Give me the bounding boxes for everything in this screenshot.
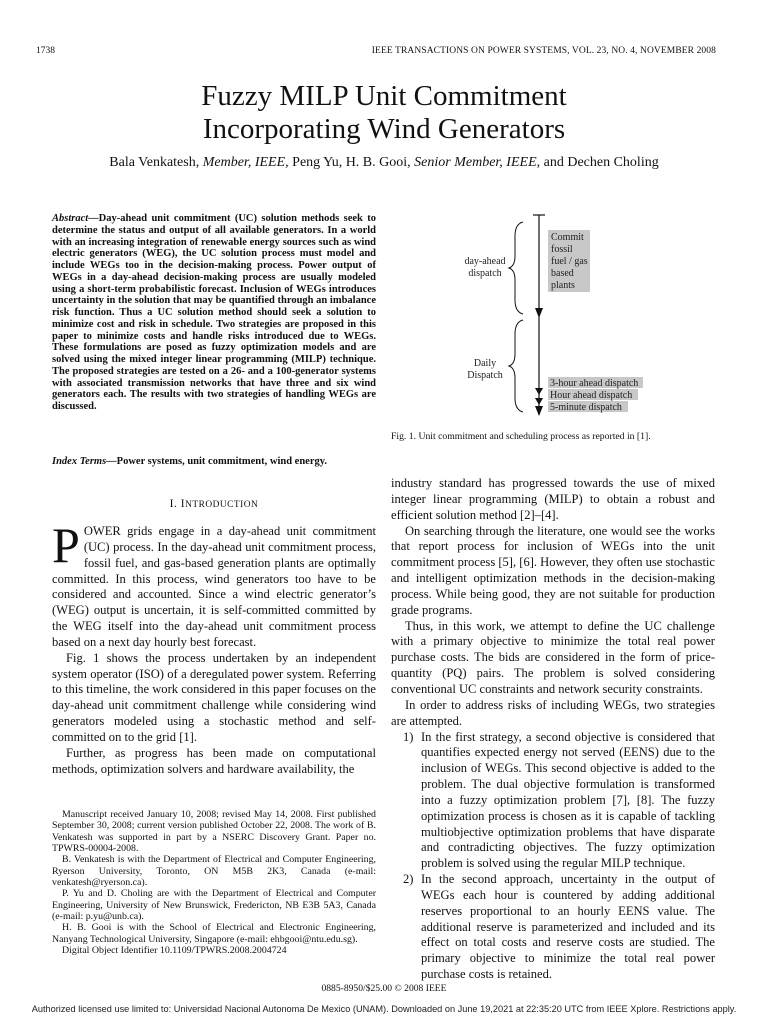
label-day-ahead-line2: dispatch bbox=[468, 268, 502, 279]
paper-title bbox=[0, 80, 768, 146]
abstract-text: —Day-ahead unit commitment (UC) solution methods seek to determine the status and output of all available generators. In a world with an increasing integration of renewable energy sources such as wind electric generators (WEG), the UC solution process must model and include WEGs too in the decision-making process. Power output of WEGs in a day-ahead decision-making process are usually modeled using a short-term probabilistic forecast. Inclusion of WEGs introduces uncertainty in the solution that may be quantified through an imbalance risk function. Thus a UC solution method should seek a solution to minimize cost and risk in schedule. Two strategies are proposed in this paper to minimize costs and handle risks introduced due to WEGs. These formulations are posed as fuzzy optimization models and are solved using the mixed integer linear programming (MILP) technique. The proposed strategies are tested on a 26- and a 100-generator systems with associated transmission networks that have three and six wind generators each. The results with two strategies of handling WEGs are discussed. bbox=[52, 213, 376, 412]
title-line-2: Incorporating Wind Generators bbox=[202, 113, 566, 145]
author-2: , Peng Yu, H. B. Gooi, bbox=[285, 155, 411, 170]
right-paragraph-2: On searching through the literature, one would see the works that report process for inclusion of WEGs into the unit commitment process [5], [6]. However, they often use stochastic and intelligent optimization methods in the decision-making process. While being good, they are not suitable for production grade programs. bbox=[391, 523, 715, 617]
page-number: 1738 bbox=[36, 46, 55, 56]
section-numeral: I. I bbox=[169, 498, 186, 510]
list-item-2 bbox=[391, 872, 715, 983]
right-column-body bbox=[391, 476, 715, 983]
right-paragraph-1: industry standard has progressed towards the use of mixed integer linear programming (MILP) to obtain a robust and efficient solution method [2]–[4]. bbox=[391, 476, 715, 522]
label-day-ahead-line1: day-ahead bbox=[464, 256, 506, 267]
label-daily-line1: Daily bbox=[473, 358, 497, 369]
timeline-arrow-1 bbox=[535, 308, 543, 318]
abstract-label: Abstract bbox=[52, 213, 89, 224]
dispatch-label-1: 3-hour ahead dispatch bbox=[550, 378, 639, 389]
box-line-3: fuel / gas bbox=[551, 256, 588, 267]
abstract bbox=[52, 213, 376, 413]
list-item-2-number: 2) bbox=[403, 872, 414, 887]
left-column-body bbox=[52, 517, 376, 778]
journal-header: IEEE TRANSACTIONS ON POWER SYSTEMS, VOL. 23, NO. 4, NOVEMBER 2008 bbox=[371, 46, 716, 56]
box-line-4: based bbox=[551, 268, 574, 279]
license-notice: Authorized licensed use limited to: Universidad Nacional Autonoma De Mexico (UNAM). Downloaded on June 19,2021 at 22:35:20 UTC from IEEE Xplore. Restrictions apply. bbox=[31, 1004, 737, 1014]
section-heading-introduction bbox=[52, 498, 376, 510]
figure-1-caption: Fig. 1. Unit commitment and scheduling process as reported in [1]. bbox=[391, 431, 651, 442]
timeline-arrow-3 bbox=[535, 388, 543, 395]
list-item-1-number: 1) bbox=[403, 729, 414, 744]
intro-paragraph-1: OWER grids engage in a day-ahead unit commitment (UC) process. In the day-ahead unit commitment process, fossil fuel, and gas-based generation plants are optimally committed. In this process, wind generators too have to be considered and accounted. Since a wind electric generator’s (WEG) output is uncertain, it is self-committed committed by the WEG itself into the day-ahead unit commitment process based on a next day hourly best forecast. bbox=[52, 524, 376, 649]
title-line-1: Fuzzy MILP Unit Commitment bbox=[201, 80, 567, 112]
brace-day-ahead bbox=[509, 222, 523, 314]
author-1: Bala Venkatesh, bbox=[109, 155, 200, 170]
figure-1-diagram bbox=[391, 212, 651, 424]
footnote-gooi: H. B. Gooi is with the School of Electrical and Electronic Engineering, Nanyang Technological University, Singapore (e-mail: ehbgooi@ntu.edu.sg). bbox=[52, 922, 376, 945]
timeline-arrow-4 bbox=[535, 398, 543, 405]
index-terms-label: Index Terms bbox=[52, 456, 107, 467]
issn-copyright: 0885-8950/$25.00 © 2008 IEEE bbox=[321, 983, 447, 994]
label-daily-line2: Dispatch bbox=[467, 370, 503, 381]
brace-daily bbox=[509, 320, 523, 412]
index-terms-text: —Power systems, unit commitment, wind energy. bbox=[106, 456, 328, 467]
box-line-2: fossil bbox=[551, 244, 573, 255]
strategy-list bbox=[391, 730, 715, 984]
right-paragraph-4: In order to address risks of including WEGs, two strategies are attempted. bbox=[391, 697, 715, 728]
section-title-rest: NTRODUCTION bbox=[185, 500, 259, 510]
list-item-2-text: In the second approach, uncertainty in the output of WEGs each hour is countered by adding additional reserves proportional to an hourly EENS value. The additional reserve is parameterized and included and its effect on total costs and reserve costs are studied. The primary objective to minimize the total real power purchase costs is retained. bbox=[421, 872, 715, 982]
dispatch-label-2: Hour ahead dispatch bbox=[550, 390, 633, 401]
footnotes bbox=[52, 809, 376, 956]
drop-cap: P bbox=[52, 517, 80, 573]
intro-paragraph-3: Further, as progress has been made on computational methods, optimization solvers and hardware availability, the bbox=[52, 745, 376, 776]
right-paragraph-3: Thus, in this work, we attempt to define the UC challenge with a primary objective to minimize the total real power purchase costs. The bids are considered in the form of price-quantity (PQ) pairs. The problem is solved considering conventional UC constraints and network security constraints. bbox=[391, 618, 715, 696]
box-line-5: plants bbox=[551, 280, 575, 291]
list-item-1 bbox=[391, 730, 715, 873]
footnote-venkatesh: B. Venkatesh is with the Department of Electrical and Computer Engineering, Ryerson University, Toronto, ON M5B 2K3, Canada (e-mail: venkatesh@ryerson.ca). bbox=[52, 854, 376, 889]
author-2-role: Senior Member, IEEE bbox=[414, 155, 537, 170]
box-line-1: Commit bbox=[551, 232, 584, 243]
intro-paragraph-2: Fig. 1 shows the process undertaken by an independent system operator (ISO) of a deregulated power system. Referring to this timeline, the work considered in this paper focuses on the day-ahead unit commitment challenge while considering wind generators modeled using a stochastic method and self-committed on to the grid [1]. bbox=[52, 650, 376, 744]
dispatch-label-3: 5-minute dispatch bbox=[550, 402, 622, 413]
author-list bbox=[0, 155, 768, 171]
list-item-1-text: In the first strategy, a second objective is considered that quantifies expected energy not served (EENS) due to the inclusion of WEGs. This second objective is added to the problem. The dual objective formulation is transformed into a fuzzy optimization problem [7], [8]. The fuzzy optimization process is chosen as it is capable of tackling multiobjective optimization problems that have disparate and contradicting objectives. The fuzzy optimization problem is solved using the regular MILP technique. bbox=[421, 729, 715, 871]
footnote-manuscript: Manuscript received January 10, 2008; revised May 14, 2008. First published September 30, 2008; current version published October 22, 2008. The work of B. Venkatesh was supported in part by a NSERC Discovery Grant. Paper no. TPWRS-00004-2008. bbox=[52, 809, 376, 855]
author-3: , and Dechen Choling bbox=[536, 155, 659, 170]
footnote-yu-choling: P. Yu and D. Choling are with the Department of Electrical and Computer Engineering, University of New Brunswick, Fredericton, NB E3B 5A3, Canada (e-mail: p.yu@unb.ca). bbox=[52, 888, 376, 923]
index-terms bbox=[52, 456, 376, 468]
footnote-doi: Digital Object Identifier 10.1109/TPWRS.2008.2004724 bbox=[62, 945, 287, 957]
timeline-arrow-2 bbox=[535, 406, 543, 416]
author-1-role: Member, IEEE bbox=[202, 155, 286, 170]
